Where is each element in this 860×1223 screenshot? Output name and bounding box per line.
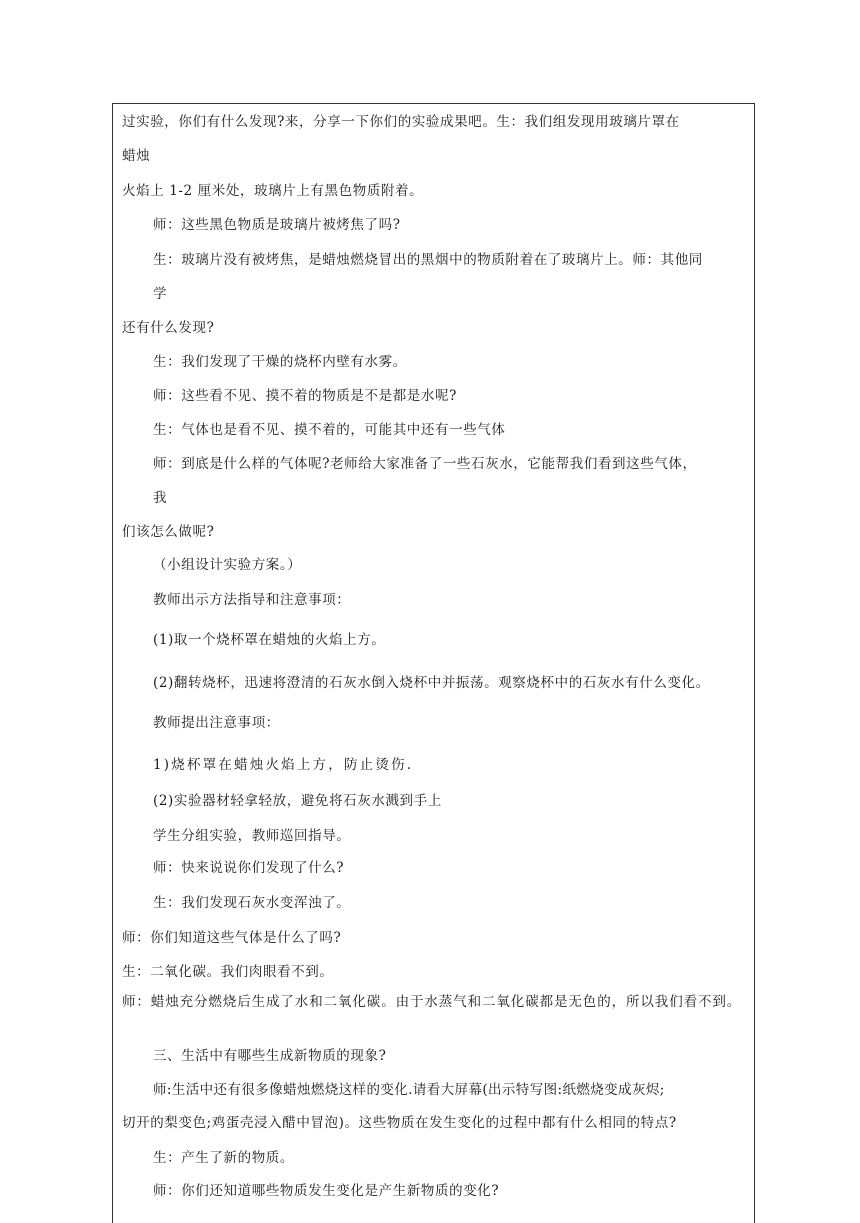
text-line-16: (1)取一个烧杯罩在蜡烛的火焰上方。 — [153, 632, 386, 648]
text-line-12: 我 — [153, 490, 168, 506]
text-line-20: (2)实验器材轻拿轻放，避免将石灰水溅到手上 — [153, 793, 442, 809]
text-line-15: 教师出示方法指导和注意事项： — [153, 592, 351, 608]
text-line-25: 生：二氧化碳。我们肉眼看不到。 — [122, 964, 334, 980]
text-line-26: 师：蜡烛充分燃烧后生成了水和二氧化碳。由于水蒸气和二氧化碳都是无色的，所以我们看不到。 — [122, 994, 742, 1010]
text-line-17: (2)翻转烧杯，迅速将澄清的石灰水倒入烧杯中并振荡。观察烧杯中的石灰水有什么变化。 — [153, 675, 710, 691]
text-line-5: 生：玻璃片没有被烤焦，是蜡烛燃烧冒出的黑烟中的物质附着在了玻璃片上。师：其他同 — [153, 252, 703, 268]
text-line-6: 学 — [153, 286, 168, 302]
text-line-2: 蜡烛 — [122, 148, 151, 164]
text-line-24: 师：你们知道这些气体是什么了吗? — [122, 930, 342, 946]
text-line-30: 生：产生了新的物质。 — [153, 1150, 294, 1166]
text-line-11: 师：到底是什么样的气体呢?老师给大家准备了一些石灰水，它能帮我们看到这些气体， — [153, 456, 697, 472]
text-line-7: 还有什么发现? — [122, 320, 215, 336]
text-line-21: 学生分组实验，教师巡回指导。 — [153, 828, 351, 844]
text-line-9: 师：这些看不见、摸不着的物质是不是都是水呢? — [153, 388, 457, 404]
text-line-14: （小组设计实验方案。） — [153, 557, 302, 573]
text-line-13: 们该怎么做呢? — [122, 524, 215, 540]
text-line-29: 切开的梨变色;鸡蛋壳浸入醋中冒泡)。这些物质在发生变化的过程中都有什么相同的特点? — [122, 1115, 677, 1131]
text-line-1: 过实验，你们有什么发现?来，分享一下你们的实验成果吧。生：我们组发现用玻璃片罩在 — [122, 114, 680, 130]
text-line-27: 三、生活中有哪些生成新物质的现象? — [153, 1048, 387, 1064]
text-line-31: 师：你们还知道哪些物质发生变化是产生新物质的变化? — [153, 1183, 500, 1199]
text-line-3: 火焰上 1-2 厘米处，玻璃片上有黑色物质附着。 — [122, 183, 424, 199]
text-line-22: 师：快来说说你们发现了什么? — [153, 860, 345, 876]
text-line-4: 师：这些黑色物质是玻璃片被烤焦了吗? — [153, 217, 401, 233]
text-line-18: 教师提出注意事项： — [153, 715, 280, 731]
text-line-28: 师:生活中还有很多像蜡烛燃烧这样的变化.请看大屏幕(出示特写图:纸燃烧变成灰烬; — [153, 1082, 665, 1098]
text-line-23: 生：我们发现石灰水变浑浊了。 — [153, 895, 351, 911]
text-line-8: 生：我们发现了干燥的烧杯内壁有水雾。 — [153, 354, 407, 370]
text-line-10: 生：气体也是看不见、摸不着的，可能其中还有一些气体 — [153, 422, 506, 438]
text-line-19: 1)烧杯罩在蜡烛火焰上方，防止烫伤. — [153, 757, 414, 773]
